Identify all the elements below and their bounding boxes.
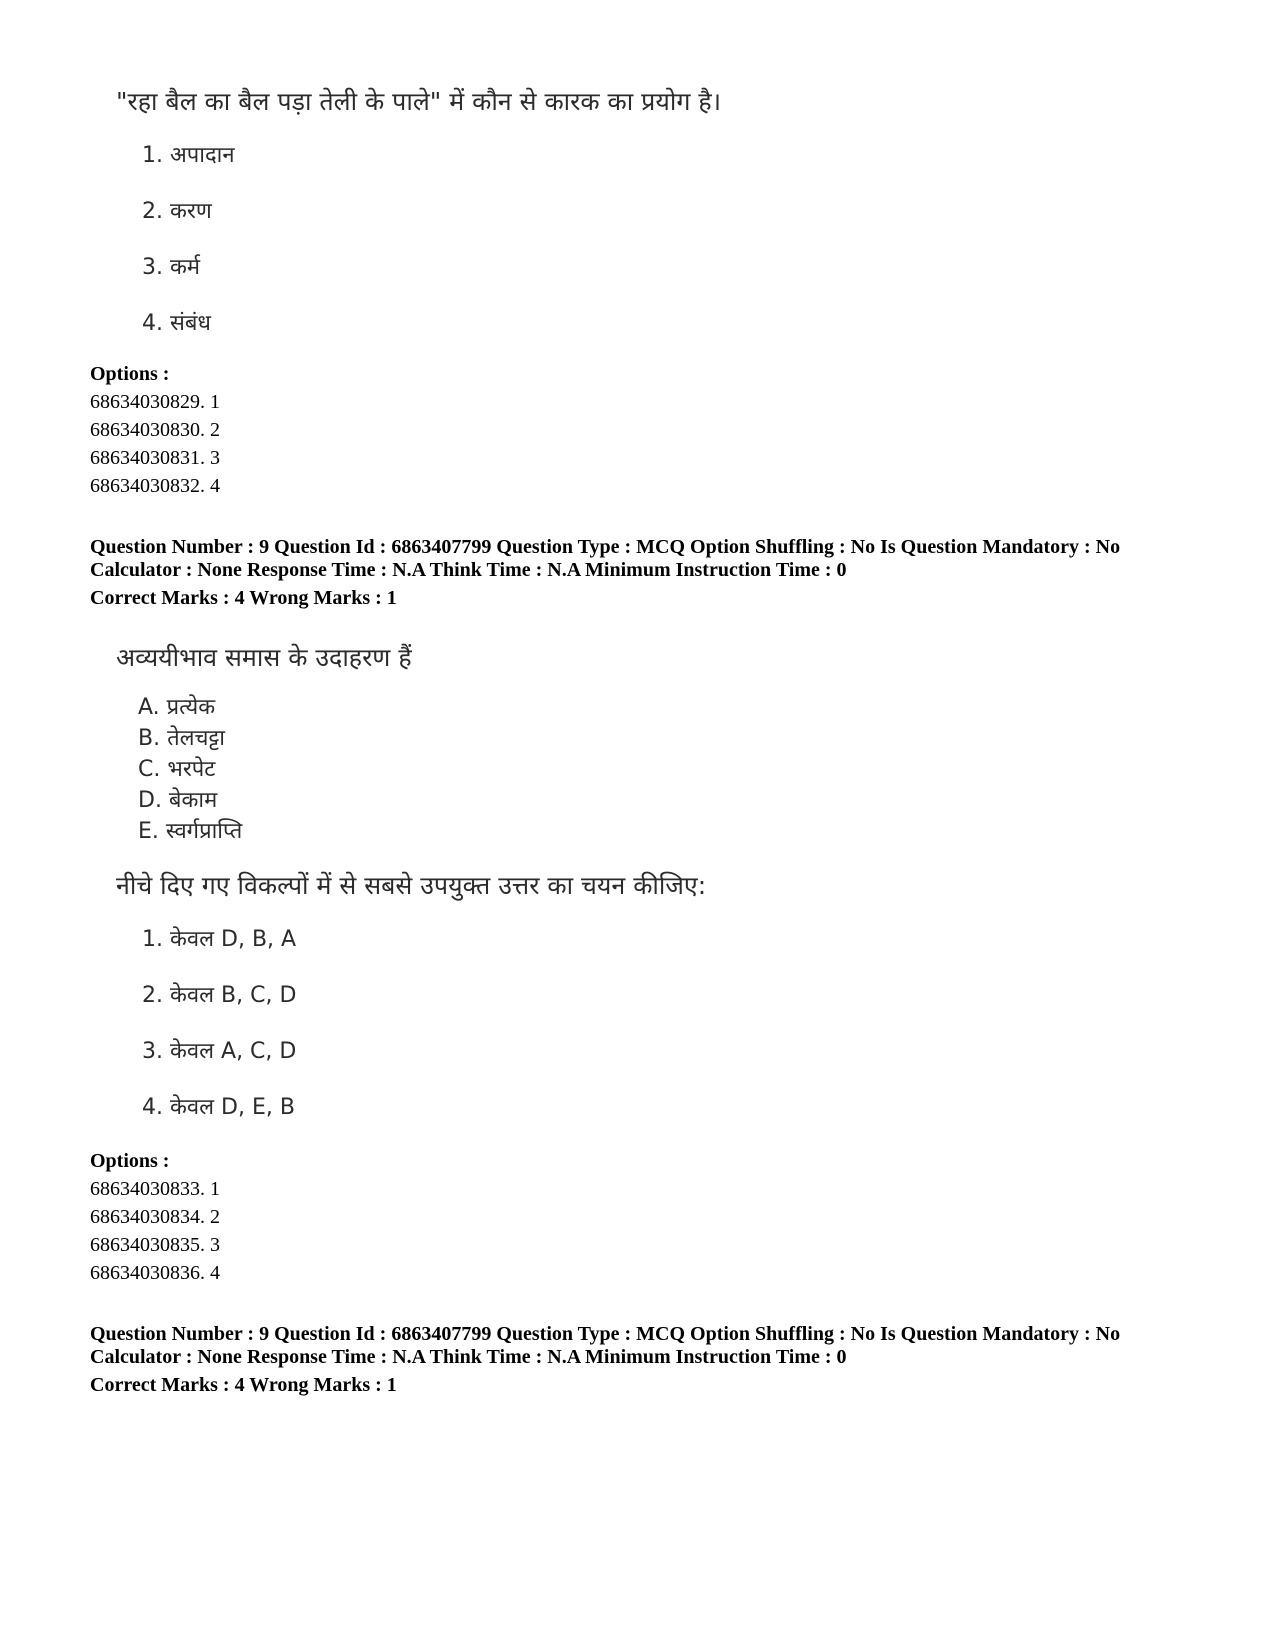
question-meta-2: [90, 1323, 1120, 1397]
options-label: Options :: [90, 363, 170, 385]
marks-line: Correct Marks : 4 Wrong Marks : 1: [90, 1374, 397, 1396]
option-id: 68634030830. 2: [90, 419, 220, 441]
option-id: 68634030829. 1: [90, 391, 220, 413]
choice-item: 4. संबंध: [142, 311, 211, 336]
choice-item: 1. केवल D, B, A: [142, 927, 297, 952]
option-id: 68634030831. 3: [90, 447, 220, 469]
choice-item: 3. कर्म: [142, 255, 201, 280]
statement-item: A. प्रत्येक: [138, 695, 216, 720]
question-2-text: अव्ययीभाव समास के उदाहरण हैं: [116, 643, 412, 672]
meta-line: Calculator : None Response Time : N.A Think Time : N.A Minimum Instruction Time : 0: [90, 1346, 847, 1368]
choice-item: 2. केवल B, C, D: [142, 983, 297, 1008]
option-id: 68634030834. 2: [90, 1206, 220, 1228]
option-id: 68634030833. 1: [90, 1178, 220, 1200]
option-id: 68634030836. 4: [90, 1262, 220, 1284]
meta-line: Question Number : 9 Question Id : 6863407799 Question Type : MCQ Option Shuffling : No Is Question Mandatory : No: [90, 536, 1121, 558]
options-label: Options :: [90, 1150, 170, 1172]
statement-item: B. तेलचट्टा: [138, 726, 225, 751]
option-id: 68634030832. 4: [90, 475, 220, 497]
statement-item: C. भरपेट: [138, 757, 216, 782]
question-1-options: [90, 360, 220, 500]
question-1-text: "रहा बैल का बैल पड़ा तेली के पाले" में कौन से कारक का प्रयोग है।: [116, 87, 722, 116]
statement-item: D. बेकाम: [138, 788, 218, 813]
question-meta-1: [90, 536, 1120, 610]
question-2-statements: [138, 692, 242, 847]
question-2-options: [90, 1147, 220, 1287]
option-id: 68634030835. 3: [90, 1234, 220, 1256]
choice-item: 2. करण: [142, 199, 212, 224]
choice-item: 3. केवल A, C, D: [142, 1039, 297, 1064]
meta-line: Question Number : 9 Question Id : 6863407799 Question Type : MCQ Option Shuffling : No Is Question Mandatory : No: [90, 1323, 1121, 1345]
choice-item: 4. केवल D, E, B: [142, 1095, 295, 1120]
question-1-choices: [142, 136, 235, 360]
meta-line: Calculator : None Response Time : N.A Think Time : N.A Minimum Instruction Time : 0: [90, 559, 847, 581]
question-2-instruction: नीचे दिए गए विकल्पों में से सबसे उपयुक्त उत्तर का चयन कीजिए:: [116, 871, 707, 900]
choice-item: 1. अपादान: [142, 143, 235, 168]
marks-line: Correct Marks : 4 Wrong Marks : 1: [90, 587, 397, 609]
question-2-choices: [142, 920, 296, 1144]
statement-item: E. स्वर्गप्राप्ति: [138, 819, 243, 844]
